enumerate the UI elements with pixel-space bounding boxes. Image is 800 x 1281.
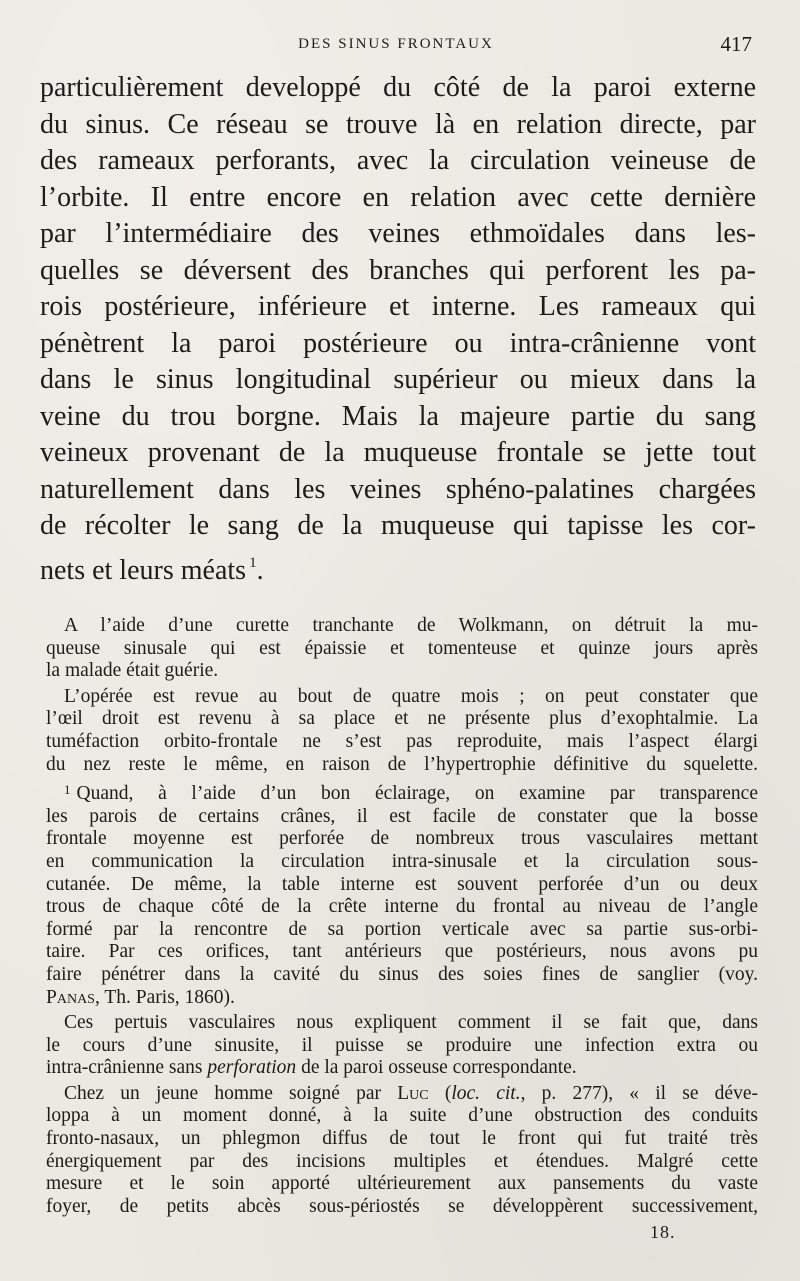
text-line [64,779,758,806]
page-number: 417 [720,32,752,56]
text-segment: Chez un jeune homme soigné par [64,1082,398,1104]
text-line: l’orbite. Il entre encore en relation avec cette dernière [40,181,756,213]
text-line: A l’aide d’une curette tranchante de Wolkmann, on détruit la mu- [64,615,758,636]
text-line [46,1057,758,1080]
text-line: trous de chaque côté de la crête interne du frontal au niveau de l’angle [46,896,758,918]
text-line: particulièrement developpé du côté de la paroi externe [40,72,756,103]
text-line: Ces pertuis vasculaires nous expliquent comment il se fait que, dans [64,1012,758,1034]
cited-author: Panas [46,986,95,1008]
text-line: L’opérée est revue au bout de quatre mois ; on peut constater que [64,685,758,707]
text-line: énergiquement par des incisions multiples et étendues. Malgré cette [46,1150,758,1172]
footnote-paragraph-2 [46,1012,758,1080]
page-header [40,32,752,60]
small-print-section [46,615,758,1221]
text-line: en communication la circulation intra-sinusale et la circulation sous- [46,850,758,872]
footnote-reference[interactable]: 1 [249,554,257,571]
last-line-text: nets et leurs méats [40,554,247,586]
citation-rest: , Th. Paris, 1860). [94,986,235,1008]
text-line: taire. Par ces orifices, tant antérieurs que postérieurs, nous avons pu [46,941,758,963]
text-line: fronto-nasaux, un phlegmon diffus de tout le front qui fut traité très [46,1128,758,1150]
text-line [64,1083,758,1106]
footnote-mark: 1 [64,782,71,798]
italic-term: perforation [207,1057,297,1079]
case-paragraph-2 [46,686,758,776]
footnote-line-text: Quand, à l’aide d’un bon éclairage, on examine par transparence [76,783,758,805]
text-line: le cours d’une sinusite, il puisse se produire une infection extra ou [46,1034,758,1056]
text-line: du nez reste le même, en raison de l’hypertrophie définitive du squelette. [46,753,758,775]
text-segment: intra-crânienne sans [46,1057,208,1079]
text-line: loppa à un moment donné, à la suite d’une obstruction des conduits [46,1105,758,1127]
text-line: faire pénétrer dans la cavité du sinus des soies fines de sanglier (voy. [46,963,758,985]
text-line [46,987,758,1010]
footnote-paragraph-3 [46,1083,758,1219]
footnote-paragraph-1 [46,779,758,1009]
text-line: par l’intermédiaire des veines ethmoïdales dans les- [40,218,756,249]
text-segment: , p. 277), « il se déve- [520,1082,758,1104]
case-paragraph-1 [46,615,758,683]
text-line: tuméfaction orbito-frontale ne s’est pas reproduite, mais l’aspect élargi [46,730,758,752]
text-line-last [40,545,756,590]
signature-mark: 18. [650,1222,676,1242]
text-line: pénètrent la paroi postérieure ou intra-crânienne vont [40,327,756,359]
text-line: veine du trou borgne. Mais la majeure partie du sang [40,400,756,432]
text-line: les parois de certains crânes, il est facile de constater que la bosse [46,805,758,827]
italic-citation: loc. cit. [451,1082,521,1104]
text-line: la malade était guérie. [46,660,219,682]
text-segment: de la paroi osseuse correspondante. [296,1057,577,1079]
text-line: des rameaux perforants, avec la circulation veineuse de [40,145,756,176]
text-line: cutanée. De même, la table interne est souvent perforée d’un ou deux [46,873,758,895]
text-line: l’œil droit est revenu à sa place et ne présente plus d’exophtalmie. La [46,708,758,730]
text-line: du sinus. Ce réseau se trouve là en relation directe, par [40,108,756,140]
text-line: mesure et le soin apporté ultérieurement aux pansements du vaste [46,1173,758,1195]
text-line: rois postérieure, inférieure et interne. Les rameaux qui [40,291,756,322]
text-line: veineux provenant de la muqueuse frontale se jette tout [40,437,756,468]
text-line: dans le sinus longitudinal supérieur ou mieux dans la [40,364,756,395]
text-line: de récolter le sang de la muqueuse qui tapisse les cor- [40,510,756,541]
text-segment: ( [428,1082,452,1104]
text-line: frontale moyenne est perforée de nombreux trous vasculaires mettant [46,828,758,850]
main-paragraph [40,70,756,589]
last-line-end: . [256,554,264,586]
cited-author: Luc [397,1082,429,1104]
text-line: quelles se déversent des branches qui perforent les pa- [40,254,756,286]
text-line: formé par la rencontre de sa portion verticale avec sa partie sus-orbi- [46,918,758,940]
text-line: naturellement dans les veines sphéno-palatines chargées [40,473,756,505]
text-line: foyer, de petits abcès sous-périostés se développèrent successivement, [46,1195,758,1217]
text-line: queuse sinusale qui est épaissie et tomenteuse et quinze jours après [46,637,758,659]
running-title: DES SINUS FRONTAUX [298,36,494,52]
